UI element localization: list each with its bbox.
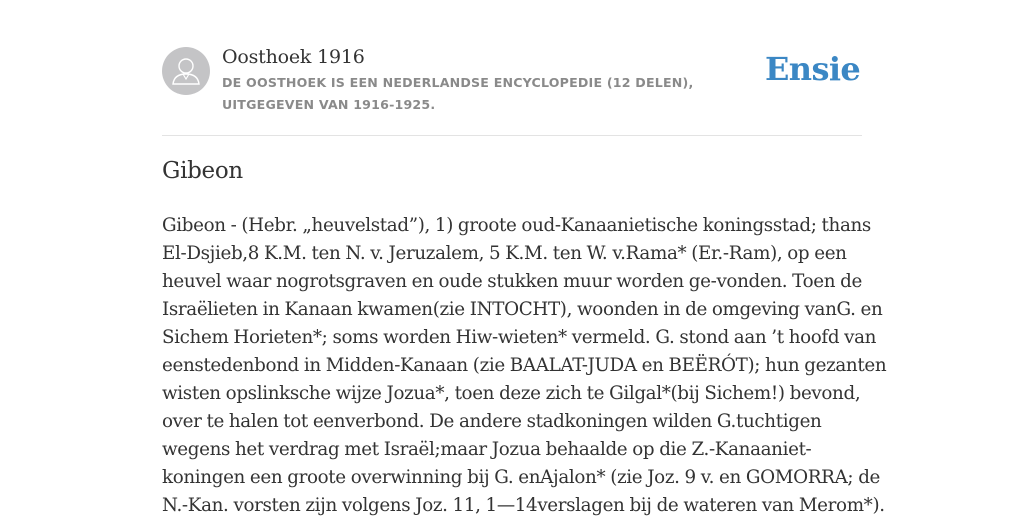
entry-body: [162, 212, 887, 520]
entry-line: koningen een groote overwinning bij G. enAjalon* (zie Joz. 9 v. en GOMORRA; de: [162, 467, 881, 488]
source-description: DE OOSTHOEK IS EEN NEDERLANDSE ENCYCLOPEDIE (12 DELEN), UITGEGEVEN VAN 1916-1925.: [222, 75, 694, 112]
user-icon: [162, 47, 210, 95]
entry-line: Sichem Horieten*; soms worden Hiw-wieten* vermeld. G. stond aan ’t hoofd van: [162, 327, 877, 348]
entry-line: eenstedenbond in Midden-Kanaan (zie BAALAT-JUDA en BEËRÓT); hun gezanten: [162, 355, 887, 376]
source-title[interactable]: Oosthoek 1916: [222, 46, 365, 68]
entry-line: N.-Kan. vorsten zijn volgens Joz. 11, 1—14verslagen bij de wateren van Merom*).: [162, 495, 885, 516]
entry-line: Gibeon - (Hebr. „heuvelstad”), 1) groote oud-Kanaanietische koningsstad; thans: [162, 215, 871, 236]
entry-line: wegens het verdrag met Israël;maar Jozua behaalde op die Z.-Kanaaniet-: [162, 439, 812, 460]
ensie-logo[interactable]: Ensie: [765, 50, 861, 88]
source-header: [162, 46, 862, 116]
entry-title: Gibeon: [162, 158, 243, 184]
avatar[interactable]: [162, 47, 210, 95]
divider: [162, 135, 862, 136]
entry-line: El-Dsjieb,8 K.M. ten N. v. Jeruzalem, 5 K.M. ten W. v.Rama* (Er.-Ram), op een: [162, 243, 847, 264]
entry-line: Israëlieten in Kanaan kwamen(zie INTOCHT), woonden in de omgeving vanG. en: [162, 299, 883, 320]
entry-line: wisten opslinksche wijze Jozua*, toen deze zich te Gilgal*(bij Sichem!) bevond,: [162, 383, 861, 404]
entry-line: heuvel waar nogrotsgraven en oude stukken muur worden ge-vonden. Toen de: [162, 271, 862, 292]
entry-line: over te halen tot eenverbond. De andere stadkoningen wilden G.tuchtigen: [162, 411, 822, 432]
